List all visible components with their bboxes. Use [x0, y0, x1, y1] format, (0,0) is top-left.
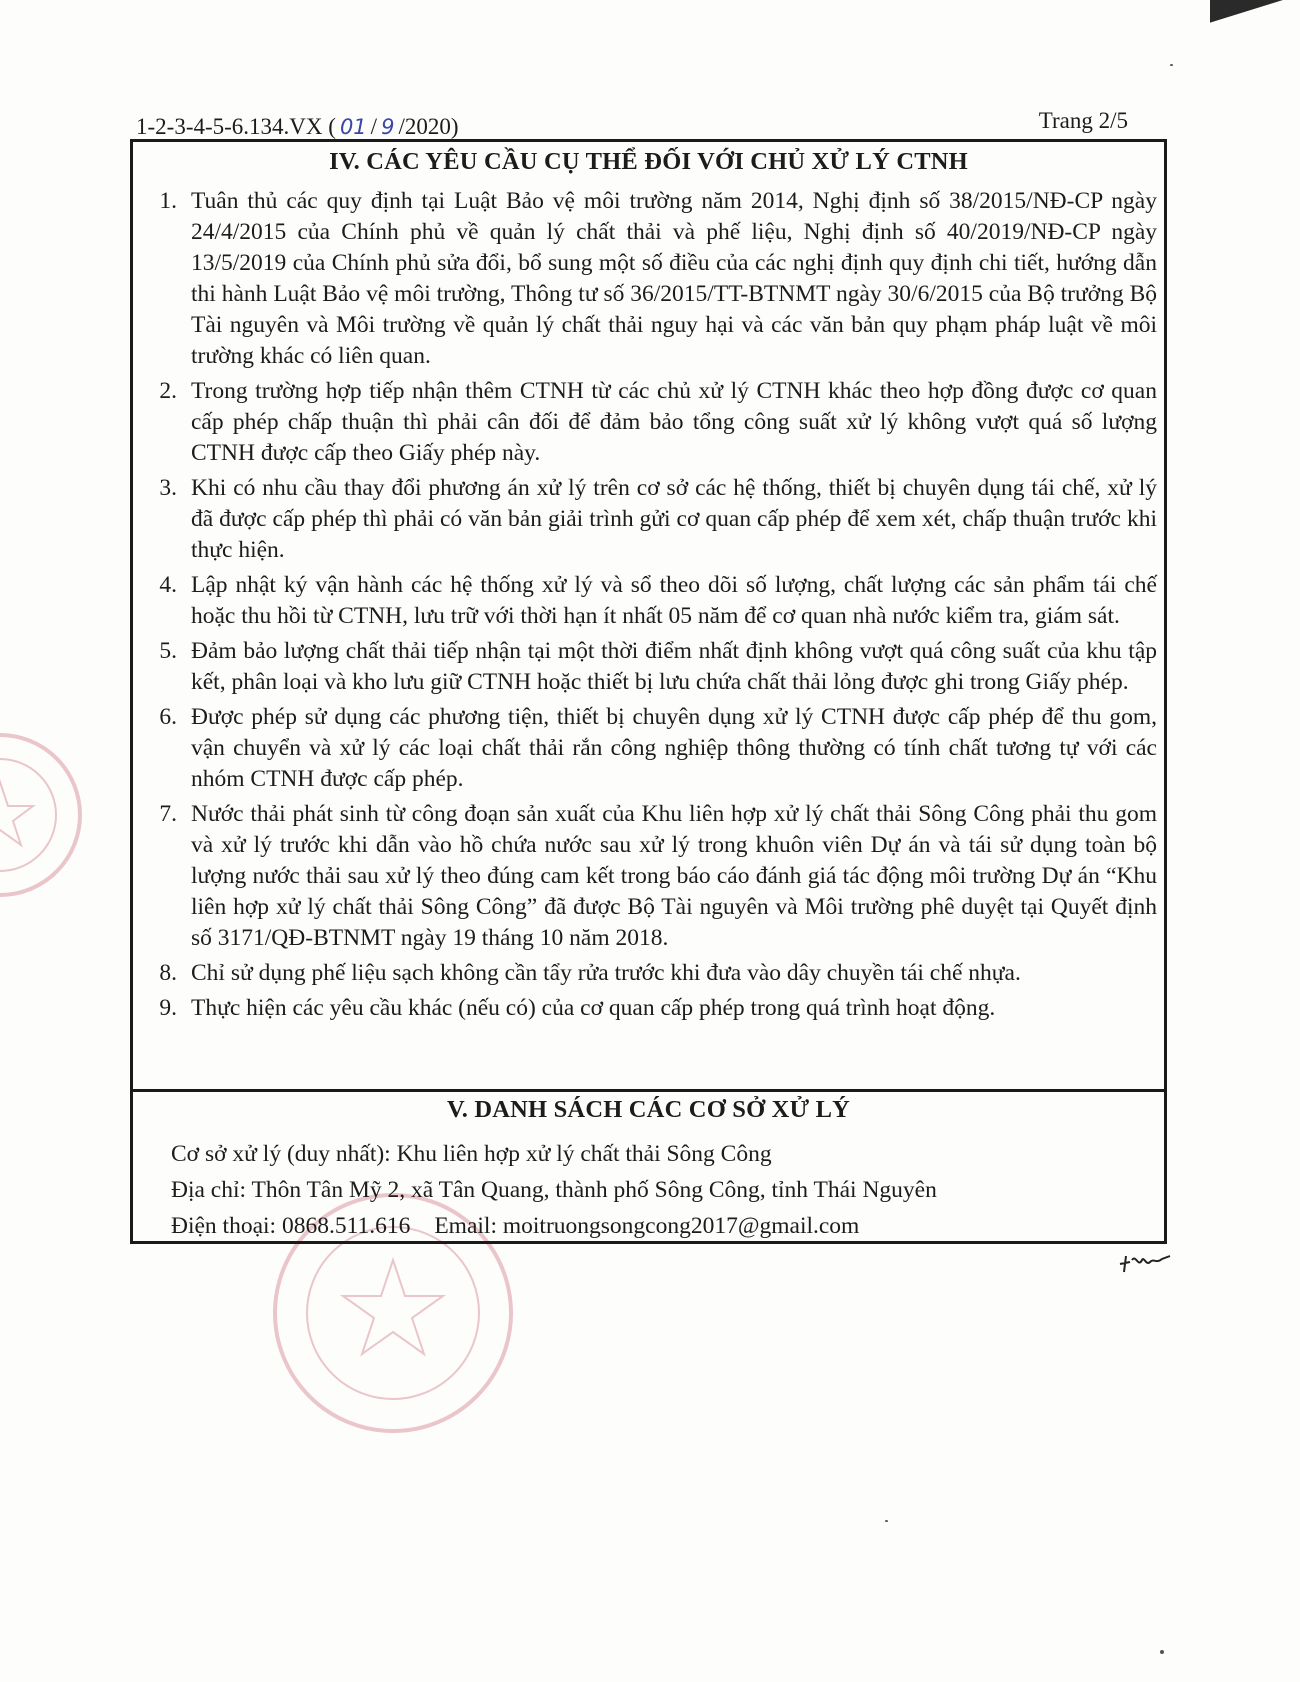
- requirement-number: 7.: [159, 801, 177, 827]
- facility-contact: [171, 1208, 937, 1244]
- requirement-text: Trong trường hợp tiếp nhận thêm CTNH từ các chủ xử lý CTNH khác theo hợp đồng được cơ quan cấp phép chấp thuận thì phải cân đối để đảm bảo tổng công suất xử lý không vượt quá số lượng CTNH được cấp theo Giấy phép này.: [191, 378, 1157, 466]
- section-iv: [133, 142, 1164, 1092]
- section-v: [133, 1092, 1164, 1241]
- requirement-number: 2.: [159, 378, 177, 404]
- requirement-item: [137, 958, 1157, 989]
- requirement-number: 1.: [159, 188, 177, 214]
- scan-speck: [885, 1520, 888, 1522]
- scan-speck: [1170, 64, 1173, 66]
- page-number: Trang 2/5: [1038, 108, 1128, 133]
- requirements-list: [137, 186, 1157, 1028]
- requirement-text: Lập nhật ký vận hành các hệ thống xử lý và sổ theo dõi số lượng, chất lượng các sản phẩm tái chế hoặc thu hồi từ CTNH, lưu trữ với thời hạn ít nhất 05 năm để cơ quan nhà nước kiểm tra, giám sát.: [191, 572, 1157, 629]
- requirement-number: 4.: [159, 572, 177, 598]
- requirement-text: Được phép sử dụng các phương tiện, thiết bị chuyên dụng xử lý CTNH được cấp phép để thu gom, vận chuyển và xử lý các loại chất thải rắn công nghiệp thông thường có tính chất tương tự với các nhóm CTNH được cấp phép.: [191, 704, 1157, 792]
- document-header: [136, 108, 1128, 142]
- requirement-text: Nước thải phát sinh từ công đoạn sản xuất của Khu liên hợp xử lý chất thải Sông Công phải thu gom và xử lý trước khi dẫn vào hồ chứa nước sau xử lý trong khuôn viên Dự án và tái sử dụng toàn bộ lượng nước thải sau xử lý theo đúng cam kết trong báo cáo đánh giá tác động môi trường Dự án “Khu liên hợp xử lý chất thải Sông Công” đã được Bộ Tài nguyên và Môi trường phê duyệt tại Quyết định số 3171/QĐ-BTNMT ngày 19 tháng 10 năm 2018.: [191, 801, 1157, 951]
- requirements-box: [130, 139, 1167, 1244]
- requirement-text: Khi có nhu cầu thay đổi phương án xử lý trên cơ sở các hệ thống, thiết bị chuyên dụng tái chế, xử lý đã được cấp phép thì phải có văn bản giải trình gửi cơ quan cấp phép để xem xét, chấp thuận trước khi thực hiện.: [191, 475, 1157, 563]
- requirement-number: 9.: [159, 995, 177, 1021]
- handwritten-day: 01: [339, 115, 367, 139]
- requirement-item: [137, 473, 1157, 566]
- requirement-item: [137, 702, 1157, 795]
- requirement-item: [137, 993, 1157, 1024]
- facility-name: Cơ sở xử lý (duy nhất): Khu liên hợp xử lý chất thải Sông Công: [171, 1141, 772, 1167]
- section-v-title: V. DANH SÁCH CÁC CƠ SỞ XỬ LÝ: [446, 1096, 851, 1123]
- document-code: 1-2-3-4-5-6.134.VX ( 01 / 9 /2020): [136, 114, 459, 139]
- seal-left-icon: [0, 720, 90, 910]
- requirement-item: [137, 636, 1157, 698]
- requirement-number: 8.: [159, 960, 177, 986]
- facility-phone: Điện thoại: 0868.511.616: [171, 1213, 411, 1239]
- initials-signature-icon: [1118, 1250, 1172, 1274]
- requirement-text: Đảm bảo lượng chất thải tiếp nhận tại một thời điểm nhất định không vượt quá công suất của khu tập kết, phân loại và kho lưu giữ CTNH hoặc thiết bị lưu chứa chất thải lỏng được ghi trong Giấy phép.: [191, 638, 1157, 695]
- requirement-number: 5.: [159, 638, 177, 664]
- requirement-text: Tuân thủ các quy định tại Luật Bảo vệ môi trường năm 2014, Nghị định số 38/2015/NĐ-CP ngày 24/4/2015 của Chính phủ về quản lý chất thải và phế liệu, Nghị định số 40/2019/NĐ-CP ngày 13/5/2019 của Chính phủ sửa đổi, bổ sung một số điều của các nghị định quy định chi tiết, hướng dẫn thi hành Luật Bảo vệ môi trường, Thông tư số 36/2015/TT-BTNMT ngày 30/6/2015 của Bộ trưởng Bộ Tài nguyên và Môi trường về quản lý chất thải nguy hại và các văn bản quy phạm pháp luật về môi trường khác có liên quan.: [191, 188, 1157, 369]
- requirement-text: Thực hiện các yêu cầu khác (nếu có) của cơ quan cấp phép trong quá trình hoạt động.: [191, 995, 996, 1021]
- facility-info: [171, 1136, 937, 1244]
- requirement-item: [137, 799, 1157, 954]
- scan-speck: [1160, 1650, 1164, 1654]
- requirement-text: Chỉ sử dụng phế liệu sạch không cần tẩy rửa trước khi đưa vào dây chuyền tái chế nhựa.: [191, 960, 1021, 986]
- requirement-item: [137, 186, 1157, 372]
- requirement-item: [137, 376, 1157, 469]
- facility-email: Email: moitruongsongcong2017@gmail.com: [434, 1213, 860, 1239]
- requirement-item: [137, 570, 1157, 632]
- section-iv-title: IV. CÁC YÊU CẦU CỤ THỂ ĐỐI VỚI CHỦ XỬ LÝ CTNH: [329, 148, 968, 175]
- handwritten-month: 9: [381, 115, 395, 139]
- scan-corner-mark: [1210, 0, 1300, 28]
- requirement-number: 3.: [159, 475, 177, 501]
- facility-address: Địa chỉ: Thôn Tân Mỹ 2, xã Tân Quang, thành phố Sông Công, tỉnh Thái Nguyên: [171, 1177, 937, 1203]
- requirement-number: 6.: [159, 704, 177, 730]
